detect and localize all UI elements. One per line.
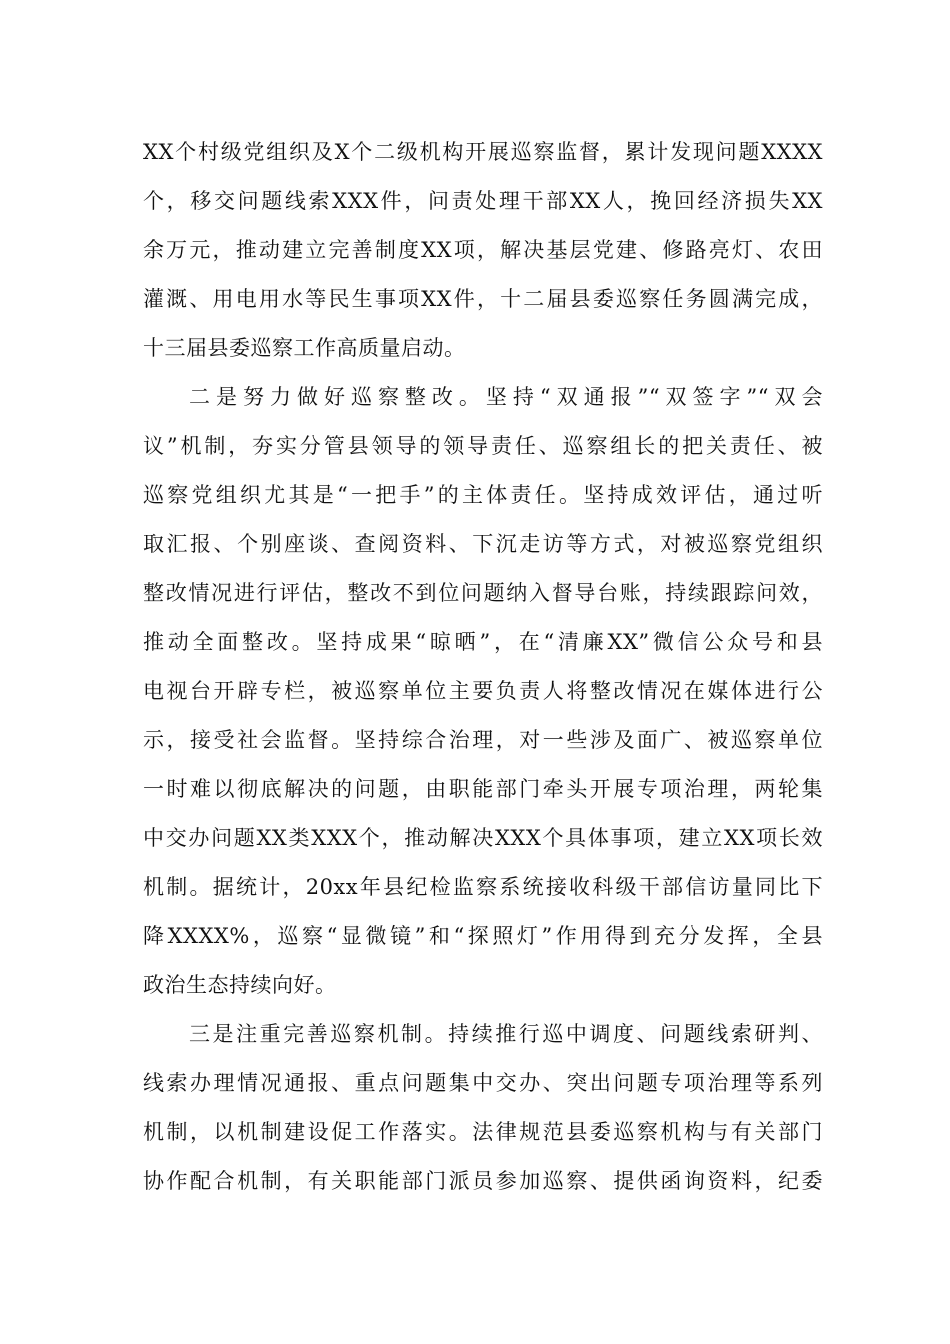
paragraph-1-line-3: 余万元，推动建立完善制度XX项，解决基层党建、修路亮灯、农田 <box>143 238 823 262</box>
paragraph-1-line-1: XX个村级党组织及X个二级机构开展巡察监督，累计发现问题XXXX <box>143 140 823 164</box>
paragraph-1-line-4: 灌溉、用电用水等民生事项XX件，十二届县委巡察任务圆满完成， <box>143 287 823 311</box>
paragraph-2-line-4: 取汇报、个别座谈、查阅资料、下沉走访等方式，对被巡察党组织 <box>143 532 823 556</box>
paragraph-2-line-7: 电视台开辟专栏，被巡察单位主要负责人将整改情况在媒体进行公 <box>143 679 823 703</box>
paragraph-2-line-9: 一时难以彻底解决的问题，由职能部门牵头开展专项治理，两轮集 <box>143 777 823 801</box>
paragraph-2-line-5: 整改情况进行评估，整改不到位问题纳入督导台账，持续跟踪问效， <box>143 581 823 605</box>
paragraph-3-line-2: 线索办理情况通报、重点问题集中交办、突出问题专项治理等系列 <box>143 1071 823 1095</box>
paragraph-2-line-2: 议”机制，夯实分管县领导的领导责任、巡察组长的把关责任、被 <box>143 434 823 458</box>
paragraph-1-line-2: 个，移交问题线索XXX件，问责处理干部XX人，挽回经济损失XX <box>143 189 823 213</box>
paragraph-3-line-1: 三是注重完善巡察机制。持续推行巡中调度、问题线索研判、 <box>189 1022 823 1046</box>
paragraph-2-line-6: 推动全面整改。坚持成果“晾晒”，在“清廉XX”微信公众号和县 <box>143 630 823 654</box>
paragraph-3-line-4: 协作配合机制，有关职能部门派员参加巡察、提供函询资料，纪委 <box>143 1169 823 1193</box>
paragraph-2-line-3: 巡察党组织尤其是“一把手”的主体责任。坚持成效评估，通过听 <box>143 483 823 507</box>
paragraph-1-line-5: 十三届县委巡察工作高质量启动。 <box>143 336 466 360</box>
paragraph-2-line-12: 降XXXX%，巡察“显微镜”和“探照灯”作用得到充分发挥，全县 <box>143 924 823 948</box>
paragraph-2-line-11: 机制。据统计，20xx年县纪检监察系统接收科级干部信访量同比下 <box>143 875 823 899</box>
paragraph-2-line-1: 二是努力做好巡察整改。坚持“双通报”“双签字”“双会 <box>189 385 823 409</box>
paragraph-2-line-10: 中交办问题XX类XXX个，推动解决XXX个具体事项，建立XX项长效 <box>143 826 823 850</box>
paragraph-3-line-3: 机制，以机制建设促工作落实。法律规范县委巡察机构与有关部门 <box>143 1120 823 1144</box>
paragraph-2-line-13: 政治生态持续向好。 <box>143 973 337 997</box>
paragraph-2-line-8: 示，接受社会监督。坚持综合治理，对一些涉及面广、被巡察单位 <box>143 728 823 752</box>
